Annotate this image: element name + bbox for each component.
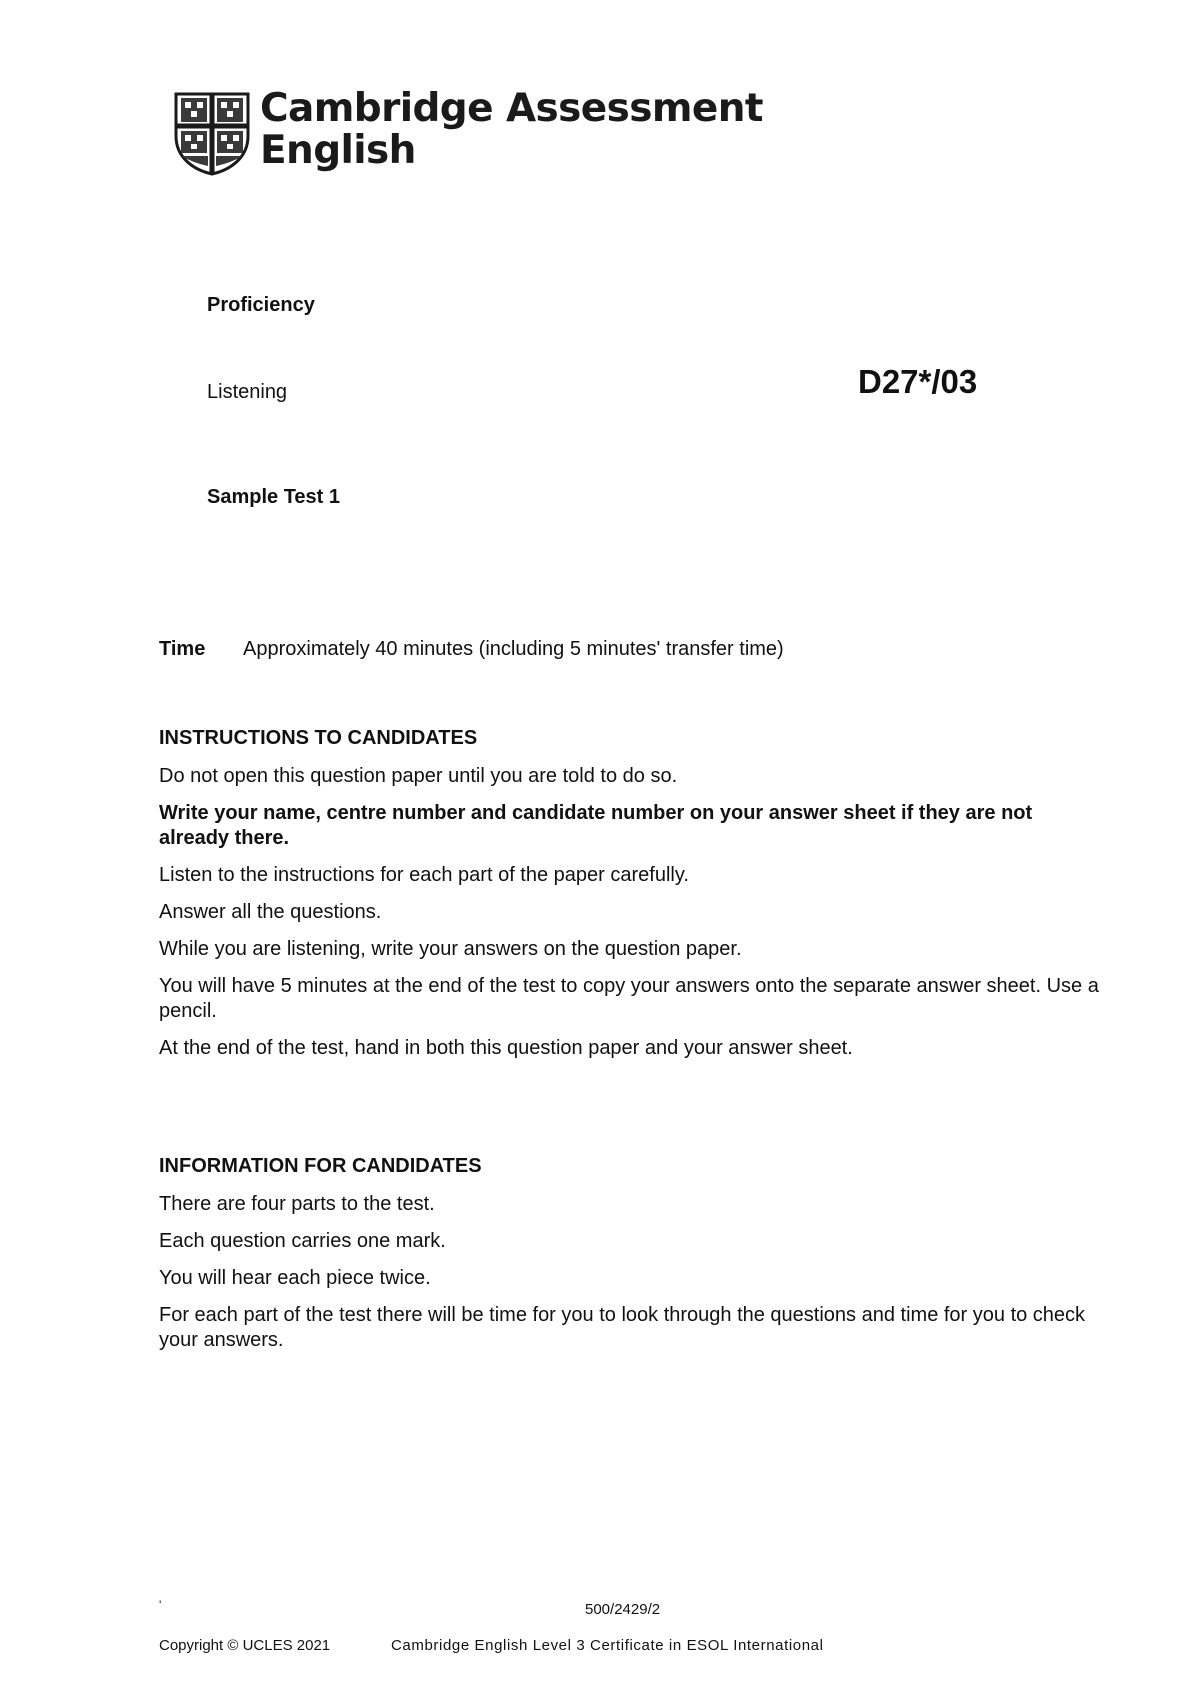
information-section [159, 1155, 1099, 1365]
time-label: Time [159, 638, 206, 660]
copyright-notice: Copyright © UCLES 2021 [159, 1637, 331, 1654]
qualification-number: 500/2429/2 [585, 1601, 661, 1618]
instruction-item: At the end of the test, hand in both this question paper and your answer sheet. [159, 1037, 853, 1059]
footer-tick-mark: ' [159, 1598, 162, 1612]
level-title: Proficiency [207, 294, 315, 316]
logo-wordmark-line1: Cambridge Assessment [260, 86, 763, 131]
instruction-item: Do not open this question paper until you are told to do so. [159, 765, 678, 787]
instruction-item: Answer all the questions. [159, 901, 382, 923]
crest-shield-icon [174, 92, 250, 176]
certificate-name: Cambridge English Level 3 Certificate in ESOL International [391, 1637, 824, 1654]
instruction-item: While you are listening, write your answers on the question paper. [159, 938, 742, 960]
logo-wordmark-line2: English [260, 128, 416, 173]
instruction-item: You will have 5 minutes at the end of the test to copy your answers onto the separate answer sheet. Use a pencil. [159, 975, 1099, 1022]
information-item: You will hear each piece twice. [159, 1267, 431, 1289]
information-item: Each question carries one mark. [159, 1230, 446, 1252]
paper-code: D27*/03 [858, 363, 978, 400]
instruction-item: Listen to the instructions for each part of the paper carefully. [159, 864, 689, 886]
information-heading: INFORMATION FOR CANDIDATES [159, 1155, 482, 1177]
information-item: For each part of the test there will be time for you to look through the questions and time for you to check your answers. [159, 1304, 1086, 1351]
sample-test-label: Sample Test 1 [207, 486, 341, 508]
instruction-item: Write your name, centre number and candidate number on your answer sheet if they are not already there. [159, 802, 1033, 849]
instructions-section [159, 727, 1099, 1073]
instructions-heading: INSTRUCTIONS TO CANDIDATES [159, 727, 478, 749]
time-value: Approximately 40 minutes (including 5 minutes' transfer time) [243, 638, 784, 660]
information-item: There are four parts to the test. [159, 1193, 435, 1215]
paper-name: Listening [207, 381, 288, 403]
cambridge-logo [174, 86, 763, 176]
